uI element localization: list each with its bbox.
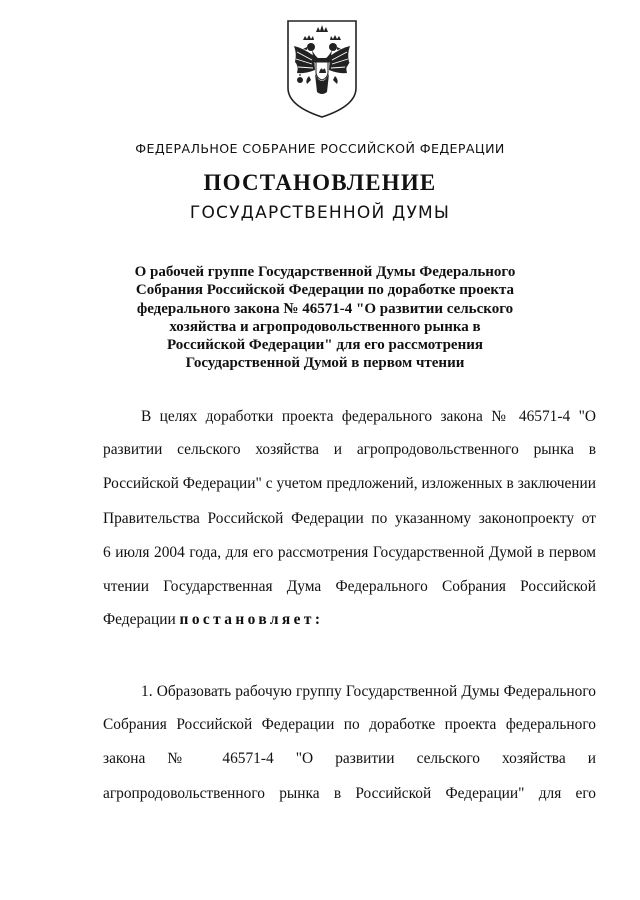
russian-coat-of-arms-icon	[285, 18, 359, 120]
preamble-last-line-start: Федерации	[103, 611, 176, 628]
item1-line: 1. Образовать рабочую группу Государственной Думы Федерального	[141, 683, 596, 700]
subject-line: Собрания Российской Федерации по доработке проекта	[135, 282, 515, 299]
resolves-word: постановляет:	[179, 611, 324, 628]
preamble-last-line	[103, 611, 596, 629]
organization-heading: ФЕДЕРАЛЬНОЕ СОБРАНИЕ РОССИЙСКОЙ ФЕДЕРАЦИИ	[135, 141, 505, 156]
subject-line: Российской Федерации" для его рассмотрения	[167, 337, 483, 354]
item1-line: Собрания Российской Федерации по доработке проекта федерального	[103, 716, 596, 733]
subject-line: О рабочей группе Государственной Думы Федерального	[134, 264, 516, 280]
subject-line: хозяйства и агропродовольственного рынка в	[169, 318, 481, 335]
preamble-line: Правительства Российской Федерации по указанному законопроекту от	[103, 510, 596, 527]
item1-line: агропродовольственного рынка в Российской Федерации" для его	[103, 785, 596, 802]
document-type-title: ПОСТАНОВЛЕНИЕ	[203, 170, 437, 195]
preamble-line: Российской Федерации" с учетом предложений, изложенных в заключении	[103, 475, 596, 492]
item1-line: закона № 46571-4 "О развитии сельского хозяйства и	[103, 750, 596, 767]
preamble-line: развитии сельского хозяйства и агропродовольственного рынка в	[103, 441, 596, 458]
subject-line: федерального закона № 46571-4 "О развитии сельского	[136, 300, 514, 317]
preamble-line: чтении Государственная Дума Федерального Собрания Российской	[103, 578, 596, 595]
subject-line: Государственной Думой в первом чтении	[185, 355, 465, 372]
document-subject	[130, 263, 520, 373]
preamble-line: 6 июля 2004 года, для его рассмотрения Государственной Думой в первом	[103, 544, 596, 561]
preamble-line: В целях доработки проекта федерального закона № 46571-4 "О	[141, 408, 596, 425]
document-issuer-title: ГОСУДАРСТВЕННОЙ ДУМЫ	[189, 203, 451, 223]
